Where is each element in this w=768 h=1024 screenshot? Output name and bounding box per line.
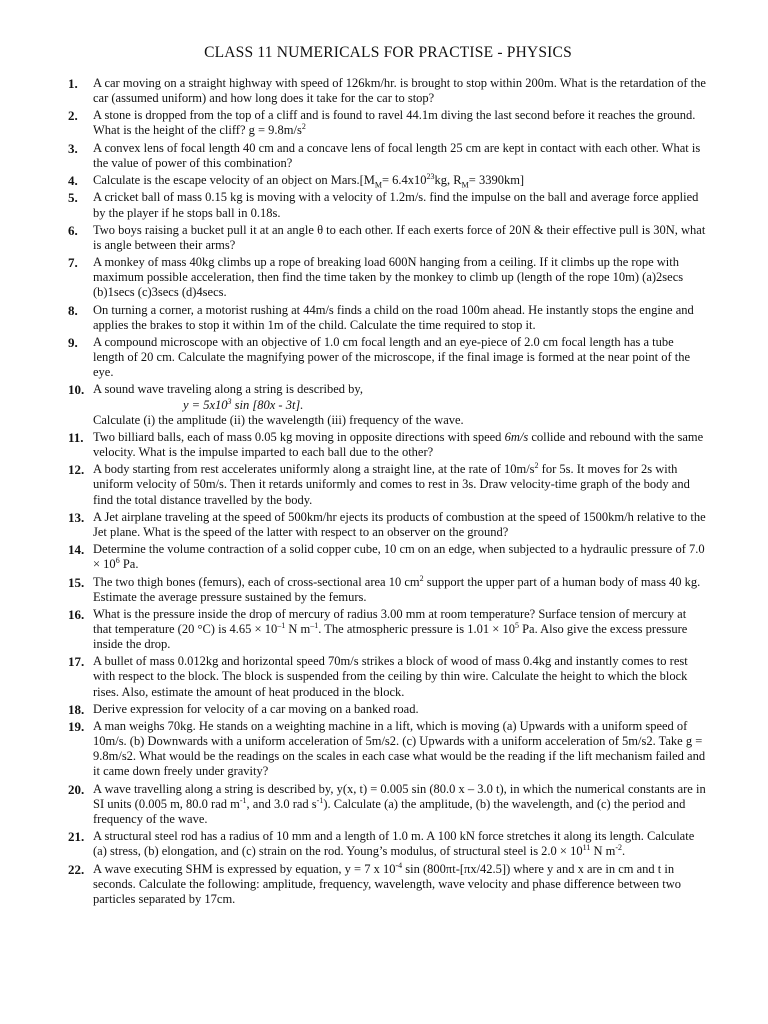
- question-text: Two billiard balls, each of mass 0.05 kg moving in opposite directions with speed 6m/s collide and rebound with the same velocity. What is the impulse imparted to each ball due to the other?: [93, 429, 704, 460]
- question-number: 11.: [68, 429, 84, 445]
- question-number: 5.: [68, 190, 78, 206]
- page-title: CLASS 11 NUMERICALS FOR PRACTISE - PHYSICS: [204, 44, 572, 61]
- question-text: A bullet of mass 0.012kg and horizontal speed 70m/s strikes a block of wood of mass 0.4kg and instantly comes to rest with respect to the block. The block is suspended from the ceiling by thin wire. Calculate the height to which the block rises. Also, estimate the amount of heat produced in the block.: [93, 654, 688, 699]
- question-item: [68, 430, 708, 460]
- question-number: 15.: [68, 574, 85, 590]
- question-number: 22.: [68, 861, 85, 877]
- question-text: A convex lens of focal length 40 cm and a concave lens of focal length 25 cm are kept in contact with each other. What is the value of power of this combination?: [93, 140, 701, 170]
- question-number: 12.: [68, 462, 85, 478]
- question-text: Determine the volume contraction of a solid copper cube, 10 cm on an edge, when subjected to a hydraulic pressure of $7.0 \times 10^6$ Pa.: [93, 542, 705, 572]
- question-text: A Jet airplane traveling at the speed of 500km/hr ejects its products of combustion at the speed of 1500km/h relative to the Jet plane. What is the speed of the latter with respect to an observer on the ground?: [93, 509, 706, 539]
- question-number: 14.: [68, 542, 85, 558]
- question-number: 16.: [68, 606, 85, 622]
- question-number: 3.: [68, 140, 78, 156]
- question-text: What is the pressure inside the drop of mercury of radius 3.00 mm at room temperature? Surface tension of mercury at that temperature (20 °C) is $4.65 \times 10^{-1}$ N $m^{-1}$. The atmospheric pressure is $1.01 \times 10^5$ Pa. Also give the excess pressure inside the drop.: [93, 606, 688, 652]
- question-item: [68, 141, 708, 171]
- question-text: A car moving on a straight highway with speed of 126km/hr. is brought to stop within 200m. What is the retardation of the car (assumed uniform) and how long does it take for the car to stop?: [93, 76, 706, 106]
- question-text: A compound microscope with an objective of 1.0 cm focal length and an eye-piece of 2.0 cm focal length has a tube length of 20 cm. Calculate the magnifying power of the microscope, if the final image is formed at the near point of the eye.: [93, 335, 691, 380]
- question-number: 10.: [68, 382, 85, 398]
- question-item: [68, 303, 708, 333]
- question-item: [68, 108, 708, 138]
- question-text: A wave executing SHM is expressed by equation, y = 7 x $10^{-4}$ sin (800πt-[πx/42.5]) where y and x are in cm and t in seconds. Calculate the following: amplitude, frequency, wavelength, wave velocity and phase difference between two particles separated by 17cm.: [93, 860, 681, 906]
- question-item: [68, 335, 708, 380]
- question-text: A man weighs 70kg. He stands on a weighting machine in a lift, which is moving (a) Upwards with a uniform speed of 10m/s. (b) Downwards with a uniform acceleration of 5m/s2. (c) Upwards with a uniform acceleration of 5m/s2. Take g = 9.8m/s2. What would be the readings on the scales in each case what would be the reading if the lift mechanism failed and it came down freely under gravity?: [93, 719, 706, 779]
- question-text: A wave travelling along a string is described by, y(x, t) = 0.005 sin (80.0 x – 3.0 t), in which the numerical constants are in SI units (0.005 m, 80.0 rad $m^{-1}$, and 3.0 rad $s^{-1}$). Calculate (a) the amplitude, (b) the wavelength, and (c) the period and frequency of the wave.: [93, 781, 706, 826]
- question-item: [68, 190, 708, 220]
- question-text: A cricket ball of mass 0.15 kg is moving with a velocity of 1.2m/s. find the impulse on the ball and average force applied by the player if he stops ball in 0.18s.: [93, 190, 699, 220]
- question-text: The two thigh bones (femurs), each of cross-sectional area 10 $cm^2$ support the upper part of a human body of mass 40 kg. Estimate the average pressure sustained by the femurs.: [93, 573, 701, 604]
- question-number: 17.: [68, 654, 85, 670]
- question-text: A monkey of mass 40kg climbs up a rope of breaking load 600N hanging from a ceiling. If it climbs up the rope with maximum possible acceleration, then find the time taken by the monkey to climb up (length of the rope 10m) (a)2secs (b)1secs (c)3secs (d)4secs.: [93, 255, 684, 300]
- question-item: [68, 829, 708, 859]
- question-item: [68, 462, 708, 507]
- question-item: [68, 173, 708, 188]
- question-text: A stone is dropped from the top of a cliff and is found to ravel 44.1m diving the last second before it reaches the ground. What is the height of the cliff? $g = 9.8m/s^2$: [93, 108, 696, 138]
- question-number: 8.: [68, 302, 78, 318]
- question-number: 20.: [68, 781, 85, 797]
- question-number: 1.: [68, 76, 78, 91]
- question-number: 19.: [68, 719, 85, 735]
- question-number: 6.: [68, 222, 78, 238]
- question-item: [68, 782, 708, 827]
- question-text: On turning a corner, a motorist rushing at 44m/s finds a child on the road 100m ahead. He instantly stops the engine and applies the brakes to stop it within 1m of the child. Calculate the time required to stop it.: [93, 302, 694, 332]
- question-number: 18.: [68, 701, 85, 717]
- question-number: 4.: [68, 173, 78, 189]
- question-list: [68, 76, 708, 907]
- question-item: [68, 76, 708, 106]
- question-text: A structural steel rod has a radius of 10 mm and a length of 1.0 m. A 100 kN force stretches it along its length. Calculate (a) stress, (b) elongation, and (c) strain on the rod. Young’s modulus, of structural steel is $2.0 \times 10^{11}$ N $m^{-2}$.: [93, 829, 695, 859]
- question-item: [68, 702, 708, 717]
- question-text: Derive expression for velocity of a car moving on a banked road.: [93, 701, 419, 716]
- question-item: [68, 654, 708, 699]
- question-item: [68, 223, 708, 253]
- question-text: A body starting from rest accelerates uniformly along a straight line, at the rate of $10m/s^2$ for 5s. It moves for 2s with uniform velocity of 50m/s. Then it retards uniformly and comes to rest in 3s. Draw velocity-time graph of the body and find the total distance travelled by the body.: [93, 461, 690, 507]
- question-number: 7.: [68, 255, 78, 271]
- question-text: Calculate is the escape velocity of an object on $Mars.[M_M= 6.4x10^{23}kg$, $R_M= 3390km$]: [93, 171, 525, 190]
- question-item: [68, 607, 708, 652]
- question-item: [68, 510, 708, 540]
- question-text: Two boys raising a bucket pull it at an angle θ to each other. If each exerts force of 20N & their effective pull is 30N, what is angle between their arms?: [93, 222, 706, 252]
- question-item: [68, 719, 708, 779]
- question-number: 9.: [68, 335, 78, 350]
- question-text: A sound wave traveling along a string is described by, $y = 5x10^3$ sin [80x - 3t]. Calculate (i) the amplitude (ii) the wavelength (iii) frequency of the wave.: [93, 382, 464, 427]
- question-item: [68, 382, 708, 427]
- question-number: 21.: [68, 829, 85, 845]
- question-number: 2.: [68, 108, 78, 124]
- question-item: [68, 255, 708, 300]
- question-item: [68, 862, 708, 907]
- question-number: 13.: [68, 509, 85, 525]
- question-item: [68, 575, 708, 605]
- question-item: [68, 542, 708, 572]
